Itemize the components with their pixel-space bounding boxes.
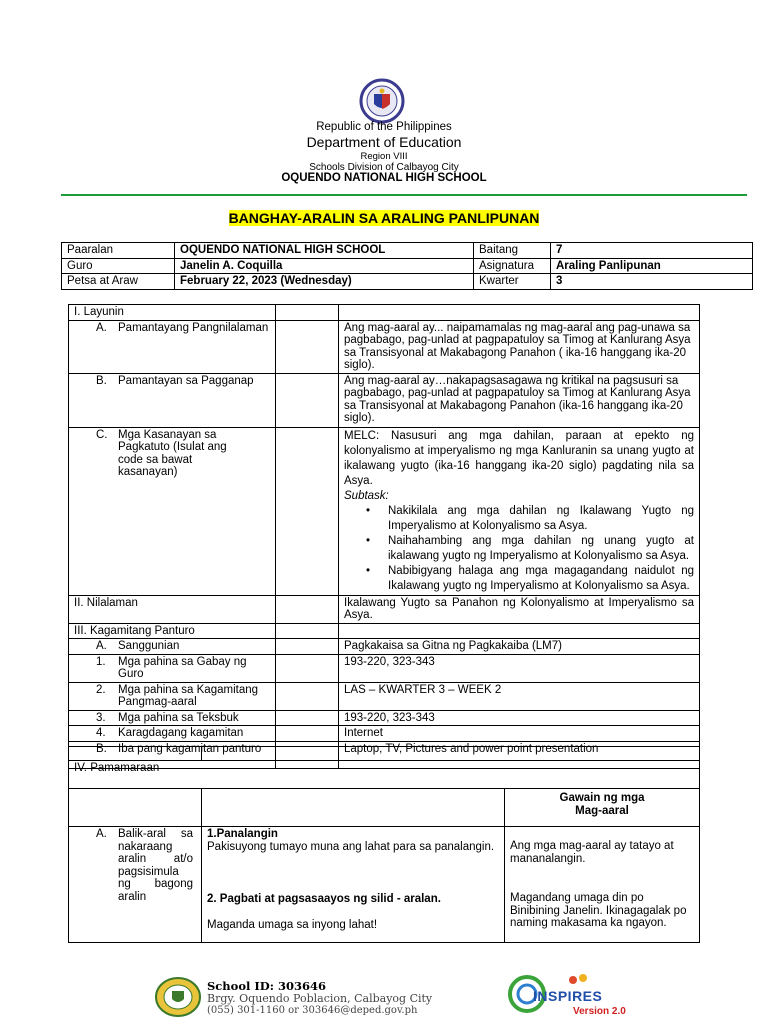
teksbuk-cell [69,710,276,726]
region-text: Region VIII [360,151,408,162]
subtask-text: Naihahambing ang mga dahilan ng unang yugto at ikalawang yugto ng Imperyalismo at Kolonyalismo sa Asya. [388,534,694,562]
empty-cell [276,682,339,710]
item-label: Karagdagang kagamitan [118,727,244,739]
subtask-item [344,564,694,594]
division-text: Schools Division of Calbayog City [309,162,459,173]
nilalaman-label: II. Nilalaman [69,595,276,623]
sanggunian-cell [69,639,276,655]
guro-label: Guro [62,258,175,274]
kwarter-value: 3 [551,274,753,290]
balik-aral-cell [69,827,202,943]
panalangin-title: 1.Panalangin [207,828,278,840]
empty-cell [276,373,339,427]
pamantayan-pagganap-text: Ang mag-aaral ay…nakapagsasagawa ng kritikal na pagsusuri sa pagbabago, pag-unlad at pagpapatuloy sa Timog at Kanlurang Asya sa Transisyonal at Makabagong Panahon (ika-16 hanggang ika-20 siglo). [339,373,700,427]
gabay-cell [69,654,276,682]
teacher-activity-cell [202,827,505,943]
student-response-2: Magandang umaga din po Binibining Janelin. Ikinagagalak po naming makasama ka ngayon. [510,892,687,929]
empty-cell [339,623,700,639]
student-activity-cell [505,827,700,943]
school-address: Brgy. Oquendo Poblacion, Calbayog City [207,992,433,1005]
republic-text: Republic of the Philippines [316,121,452,133]
kagamitan-label: III. Kagamitang Panturo [69,623,276,639]
asignatura-value: Araling Panlipunan [551,258,753,274]
sanggunian-text: Pagkakaisa sa Gitna ng Pagkakaiba (LM7) [339,639,700,655]
empty-cell [276,320,339,373]
item-letter: B. [96,374,107,387]
gawain-header [505,789,700,827]
item-number: 1. [96,655,106,668]
empty-cell [339,305,700,321]
spacer [207,853,499,893]
item-label: Mga pahina sa Gabay ng Guro [118,655,247,680]
student-response-1: Ang mga mag-aaral ay tatayo at mananalangin. [510,840,674,865]
empty-cell [69,789,202,827]
pangmag-aaral-text: LAS – KWARTER 3 – WEEK 2 [339,682,700,710]
bullet-icon: • [366,504,371,517]
layunin-label: I. Layunin [69,305,276,321]
melc-text: MELC: Nasusuri ang mga dahilan, paraan at epekto ng kolonyalismo at imperyalismo ng mga Kanluranin sa unang yugto at ikalawang yugto (ika-16 hanggang ika-20 siglo) pagdating nila sa Asya. [344,429,694,487]
procedure-table [68,746,700,943]
item-label: Pamantayan sa Pagganap [118,374,254,387]
karagdagan-cell [69,726,276,742]
school-contact: (055) 301-1160 or 303646@deped.gov.ph [207,1005,418,1016]
school-logo [155,977,201,1017]
spacer [510,865,694,892]
item-label: Mga Kasanayan sa Pagkatuto (Isulat ang code sa bawat kasanayan) [118,428,227,478]
paaralan-value: OQUENDO NATIONAL HIGH SCHOOL [175,243,474,259]
inspires-version: Version 2.0 [573,1006,626,1017]
item-label: Pamantayang Pangnilalaman [118,321,269,334]
asignatura-label: Asignatura [474,258,551,274]
baitang-label: Baitang [474,243,551,259]
bullet-icon: • [366,564,371,577]
deped-seal [357,78,407,124]
empty-cell [276,623,339,639]
school-id: School ID: 303646 [207,979,326,993]
empty-cell [276,305,339,321]
item-number: 3. [96,711,106,724]
item-letter: B. [96,742,107,755]
kwarter-label: Kwarter [474,274,551,290]
empty-cell [69,747,202,761]
empty-cell [276,639,339,655]
subtask-item [344,534,694,564]
item-label: Balik-aral sa nakaraang aralin at/o pagsisimula ng bagong aralin [118,828,193,903]
info-table [61,242,753,290]
paaralan-label: Paaralan [62,243,175,259]
guro-value: Janelin A. Coquilla [175,258,474,274]
pangmag-aaral-cell [69,682,276,710]
department-text: Department of Education [306,134,462,150]
teksbuk-text: 193-220, 323-343 [339,710,700,726]
karagdagan-text: Internet [339,726,700,742]
pamantayang-pangnilalaman-cell [69,320,276,373]
iba-pang-kagamitan-text: Laptop, TV, Pictures and power point presentation [339,741,700,768]
panalangin-text: Pakisuyong tumayo muna ang lahat para sa panalangin. [207,840,495,853]
empty-cell [202,789,505,827]
plan-table [68,304,700,769]
item-letter: A. [96,321,107,334]
lesson-title: BANGHAY-ARALIN SA ARALING PANLIPUNAN [228,210,540,226]
gawain-header-text: Gawain ng mga Mag-aaral [559,792,645,817]
inspires-text: INSPIRES [533,988,603,1004]
pamantayang-pangnilalaman-text: Ang mag-aaral ay... naipamamalas ng mag-aaral ang pag-unawa sa pagbabago, pag-unlad at pagpapatuloy sa Timog at Kanlurang Asya sa Transisyonal at Makabagong Panahon ( ika-16 hanggang ika-20 siglo). [339,320,700,373]
lesson-title-wrap [0,210,768,226]
spacer [207,906,499,919]
header-divider [61,194,747,196]
empty-cell [276,726,339,742]
item-label: Mga pahina sa Kagamitang Pangmag-aaral [118,683,259,708]
pagbati-text: Maganda umaga sa inyong lahat! [207,918,378,931]
empty-cell [202,747,700,761]
kasanayan-content [339,427,700,595]
item-label: Iba pang kagamitan panturo [118,742,262,755]
item-number: 4. [96,727,106,739]
empty-cell [276,595,339,623]
kasanayan-cell [69,427,276,595]
bullet-icon: • [366,534,371,547]
pamantayan-pagganap-cell [69,373,276,427]
petsa-label: Petsa at Araw [62,274,175,290]
baitang-value: 7 [551,243,753,259]
petsa-value: February 22, 2023 (Wednesday) [175,274,474,290]
empty-cell [276,654,339,682]
pagbati-title: 2. Pagbati at pagsasaayos ng silid - aralan. [207,893,441,905]
pamamaraan-label: IV. Pamamaraan [69,761,700,789]
subtask-text: Nakikilala ang mga dahilan ng Ikalawang Yugto ng Imperyalismo at Kolonyalismo sa Asya. [388,504,694,532]
empty-cell [276,427,339,595]
item-letter: C. [96,428,108,441]
item-label: Mga pahina sa Teksbuk [118,711,239,724]
item-letter: A. [96,828,107,840]
subtask-item [344,504,694,534]
item-label: Sanggunian [118,640,180,652]
nilalaman-text: Ikalawang Yugto sa Panahon ng Kolonyalismo at Imperyalismo sa Asya. [339,595,700,623]
school-name: OQUENDO NATIONAL HIGH SCHOOL [281,172,487,184]
subtask-label: Subtask: [344,489,389,502]
subtask-text: Nabibigyang halaga ang mga magagandang naidulot ng Ikalawang yugto ng Imperyalismo at Kolonyalismo sa Asya. [388,564,694,592]
item-letter: A. [96,640,107,652]
gabay-text: 193-220, 323-343 [339,654,700,682]
spacer [510,828,694,840]
inspires-logo [503,970,627,1020]
empty-cell [276,710,339,726]
item-number: 2. [96,683,106,696]
